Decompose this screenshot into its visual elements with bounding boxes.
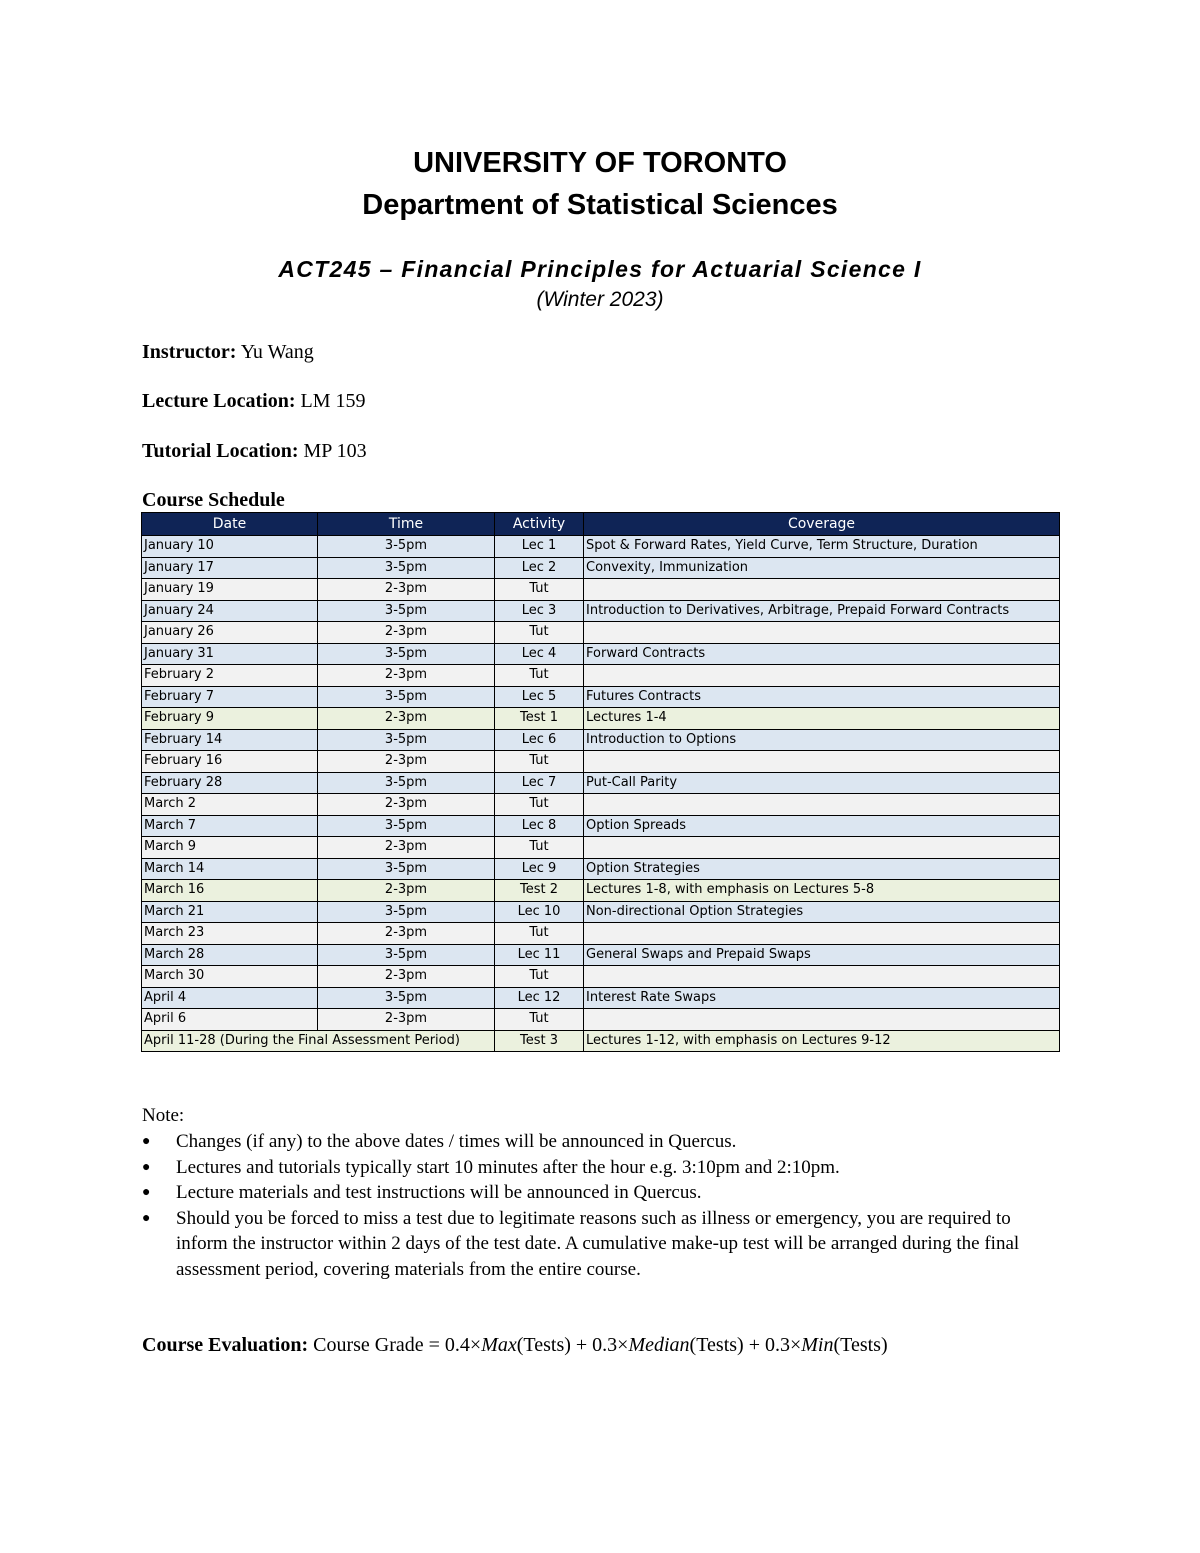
cell-date: April 6 xyxy=(142,1009,318,1031)
cell-coverage: Interest Rate Swaps xyxy=(584,987,1060,1009)
cell-coverage: Futures Contracts xyxy=(584,686,1060,708)
schedule-row xyxy=(142,794,1060,816)
cell-date: March 7 xyxy=(142,815,318,837)
schedule-row xyxy=(142,600,1060,622)
cell-time: 3-5pm xyxy=(318,901,495,923)
cell-activity: Tut xyxy=(495,751,584,773)
evaluation-label: Course Evaluation: xyxy=(142,1334,309,1356)
tutorial-location-label: Tutorial Location: xyxy=(142,440,299,462)
cell-coverage xyxy=(584,837,1060,859)
note-text: Lectures and tutorials typically start 10 minutes after the hour e.g. 3:10pm and 2:10pm. xyxy=(176,1156,840,1178)
cell-time: 2-3pm xyxy=(318,966,495,988)
cell-coverage xyxy=(584,923,1060,945)
cell-coverage: Introduction to Derivatives, Arbitrage, Prepaid Forward Contracts xyxy=(584,600,1060,622)
cell-time: 3-5pm xyxy=(318,643,495,665)
bullet-icon: ● xyxy=(142,1159,151,1175)
tutorial-location-value: MP 103 xyxy=(303,440,367,462)
schedule-row xyxy=(142,622,1060,644)
cell-activity: Lec 4 xyxy=(495,643,584,665)
cell-coverage xyxy=(584,966,1060,988)
cell-date: February 2 xyxy=(142,665,318,687)
cell-coverage: Introduction to Options xyxy=(584,729,1060,751)
schedule-row xyxy=(142,772,1060,794)
evaluation-max: Max xyxy=(481,1334,517,1356)
cell-date: January 31 xyxy=(142,643,318,665)
cell-date: January 17 xyxy=(142,557,318,579)
instructor-label: Instructor: xyxy=(142,341,237,363)
cell-activity: Lec 12 xyxy=(495,987,584,1009)
course-title: ACT245 – Financial Principles for Actuarial Science I xyxy=(278,256,922,282)
cell-date: March 30 xyxy=(142,966,318,988)
cell-activity: Lec 6 xyxy=(495,729,584,751)
cell-date: March 16 xyxy=(142,880,318,902)
cell-time: 3-5pm xyxy=(318,600,495,622)
note-label: Note: xyxy=(142,1105,185,1126)
bullet-icon: ● xyxy=(142,1210,151,1226)
cell-time: 3-5pm xyxy=(318,536,495,558)
cell-coverage xyxy=(584,665,1060,687)
cell-coverage: Option Spreads xyxy=(584,815,1060,837)
cell-date: February 16 xyxy=(142,751,318,773)
cell-date: January 19 xyxy=(142,579,318,601)
note-text: Lecture materials and test instructions will be announced in Quercus. xyxy=(176,1182,702,1203)
cell-date: March 14 xyxy=(142,858,318,880)
cell-date: February 28 xyxy=(142,772,318,794)
cell-activity: Test 3 xyxy=(495,1030,584,1052)
note-text: Changes (if any) to the above dates / times will be announced in Quercus. xyxy=(176,1131,737,1152)
cell-date: March 28 xyxy=(142,944,318,966)
note-item xyxy=(142,1206,1042,1283)
cell-date: March 2 xyxy=(142,794,318,816)
cell-activity: Tut xyxy=(495,923,584,945)
schedule-row xyxy=(142,708,1060,730)
cell-time: 3-5pm xyxy=(318,686,495,708)
column-header-coverage: Coverage xyxy=(584,513,1060,536)
cell-coverage xyxy=(584,622,1060,644)
note-text: Should you be forced to miss a test due to legitimate reasons such as illness or emergency, you are required to inform the instructor within 2 days of the test date. A cumulative make-up test will be arranged during the final assessment period, covering materials from the entire course. xyxy=(176,1207,1020,1280)
schedule-row xyxy=(142,815,1060,837)
cell-date: January 26 xyxy=(142,622,318,644)
lecture-location-line xyxy=(142,388,366,414)
cell-coverage: Non-directional Option Strategies xyxy=(584,901,1060,923)
cell-date: February 9 xyxy=(142,708,318,730)
cell-coverage xyxy=(584,1009,1060,1031)
evaluation-min: Min xyxy=(801,1334,834,1356)
cell-activity: Lec 3 xyxy=(495,600,584,622)
cell-coverage: Lectures 1-8, with emphasis on Lectures 5-8 xyxy=(584,880,1060,902)
cell-activity: Lec 10 xyxy=(495,901,584,923)
cell-activity: Test 1 xyxy=(495,708,584,730)
cell-time: 2-3pm xyxy=(318,1009,495,1031)
cell-time: 3-5pm xyxy=(318,987,495,1009)
cell-date: February 14 xyxy=(142,729,318,751)
schedule-header-row xyxy=(142,513,1060,536)
cell-activity: Tut xyxy=(495,1009,584,1031)
cell-time: 3-5pm xyxy=(318,729,495,751)
schedule-row xyxy=(142,729,1060,751)
schedule-row xyxy=(142,987,1060,1009)
column-header-time: Time xyxy=(318,513,495,536)
column-header-activity: Activity xyxy=(495,513,584,536)
cell-time: 2-3pm xyxy=(318,880,495,902)
course-evaluation xyxy=(142,1332,888,1358)
cell-date: February 7 xyxy=(142,686,318,708)
cell-date: April 4 xyxy=(142,987,318,1009)
schedule-row xyxy=(142,1030,1060,1052)
term-label: (Winter 2023) xyxy=(536,288,664,311)
tutorial-location-line xyxy=(142,438,367,464)
note-item xyxy=(142,1180,1042,1206)
cell-coverage: Option Strategies xyxy=(584,858,1060,880)
cell-date: March 21 xyxy=(142,901,318,923)
schedule-row xyxy=(142,579,1060,601)
cell-activity: Tut xyxy=(495,966,584,988)
schedule-row xyxy=(142,557,1060,579)
lecture-location-value: LM 159 xyxy=(300,390,366,412)
cell-activity: Lec 1 xyxy=(495,536,584,558)
cell-coverage: Forward Contracts xyxy=(584,643,1060,665)
cell-activity: Lec 9 xyxy=(495,858,584,880)
university-title: UNIVERSITY OF TORONTO xyxy=(413,147,787,179)
cell-activity: Lec 2 xyxy=(495,557,584,579)
cell-activity: Lec 8 xyxy=(495,815,584,837)
schedule-row xyxy=(142,686,1060,708)
cell-time: 2-3pm xyxy=(318,622,495,644)
schedule-row xyxy=(142,643,1060,665)
cell-coverage: Put-Call Parity xyxy=(584,772,1060,794)
bullet-icon: ● xyxy=(142,1185,151,1200)
bullet-icon: ● xyxy=(142,1134,151,1149)
schedule-row xyxy=(142,837,1060,859)
cell-time: 3-5pm xyxy=(318,772,495,794)
cell-time: 2-3pm xyxy=(318,751,495,773)
schedule-title: Course Schedule xyxy=(142,489,285,511)
cell-date: January 24 xyxy=(142,600,318,622)
schedule-row xyxy=(142,858,1060,880)
lecture-location-label: Lecture Location: xyxy=(142,390,296,412)
schedule-row xyxy=(142,751,1060,773)
schedule-row xyxy=(142,536,1060,558)
cell-activity: Lec 7 xyxy=(495,772,584,794)
cell-activity: Tut xyxy=(495,579,584,601)
cell-activity: Lec 11 xyxy=(495,944,584,966)
cell-coverage xyxy=(584,579,1060,601)
schedule-row xyxy=(142,880,1060,902)
schedule-row xyxy=(142,665,1060,687)
note-item xyxy=(142,1155,1042,1181)
cell-date: January 10 xyxy=(142,536,318,558)
cell-activity: Tut xyxy=(495,794,584,816)
column-header-date: Date xyxy=(142,513,318,536)
cell-time: 3-5pm xyxy=(318,858,495,880)
cell-activity: Test 2 xyxy=(495,880,584,902)
schedule-row xyxy=(142,901,1060,923)
department-title: Department of Statistical Sciences xyxy=(362,189,838,221)
instructor-name: Yu Wang xyxy=(240,341,314,363)
cell-activity: Lec 5 xyxy=(495,686,584,708)
cell-time: 2-3pm xyxy=(318,837,495,859)
cell-activity: Tut xyxy=(495,837,584,859)
cell-time: 2-3pm xyxy=(318,665,495,687)
cell-time: 3-5pm xyxy=(318,815,495,837)
cell-time: 3-5pm xyxy=(318,944,495,966)
cell-coverage: Convexity, Immunization xyxy=(584,557,1060,579)
cell-coverage xyxy=(584,794,1060,816)
evaluation-part2: (Tests) + 0.3× xyxy=(516,1334,629,1356)
evaluation-prefix: Course Grade = 0.4× xyxy=(313,1334,482,1356)
cell-coverage: Spot & Forward Rates, Yield Curve, Term Structure, Duration xyxy=(584,536,1060,558)
cell-date: March 23 xyxy=(142,923,318,945)
cell-coverage: General Swaps and Prepaid Swaps xyxy=(584,944,1060,966)
schedule-row xyxy=(142,1009,1060,1031)
cell-time: 2-3pm xyxy=(318,708,495,730)
instructor-line xyxy=(142,339,314,365)
cell-date: March 9 xyxy=(142,837,318,859)
cell-date: April 11-28 (During the Final Assessment Period) xyxy=(142,1030,495,1052)
schedule-row xyxy=(142,966,1060,988)
cell-activity: Tut xyxy=(495,622,584,644)
cell-time: 2-3pm xyxy=(318,794,495,816)
note-item xyxy=(142,1129,1042,1155)
cell-time: 2-3pm xyxy=(318,923,495,945)
cell-coverage: Lectures 1-4 xyxy=(584,708,1060,730)
cell-coverage: Lectures 1-12, with emphasis on Lectures 9-12 xyxy=(584,1030,1060,1052)
cell-time: 3-5pm xyxy=(318,557,495,579)
evaluation-median: Median xyxy=(628,1334,690,1356)
schedule-row xyxy=(142,923,1060,945)
cell-coverage xyxy=(584,751,1060,773)
evaluation-part3: (Tests) + 0.3× xyxy=(689,1334,802,1356)
evaluation-suffix: (Tests) xyxy=(833,1334,888,1356)
schedule-table xyxy=(141,512,1060,1052)
cell-activity: Tut xyxy=(495,665,584,687)
schedule-body xyxy=(142,536,1060,1052)
schedule-row xyxy=(142,944,1060,966)
cell-time: 2-3pm xyxy=(318,579,495,601)
notes-list xyxy=(142,1129,1042,1282)
